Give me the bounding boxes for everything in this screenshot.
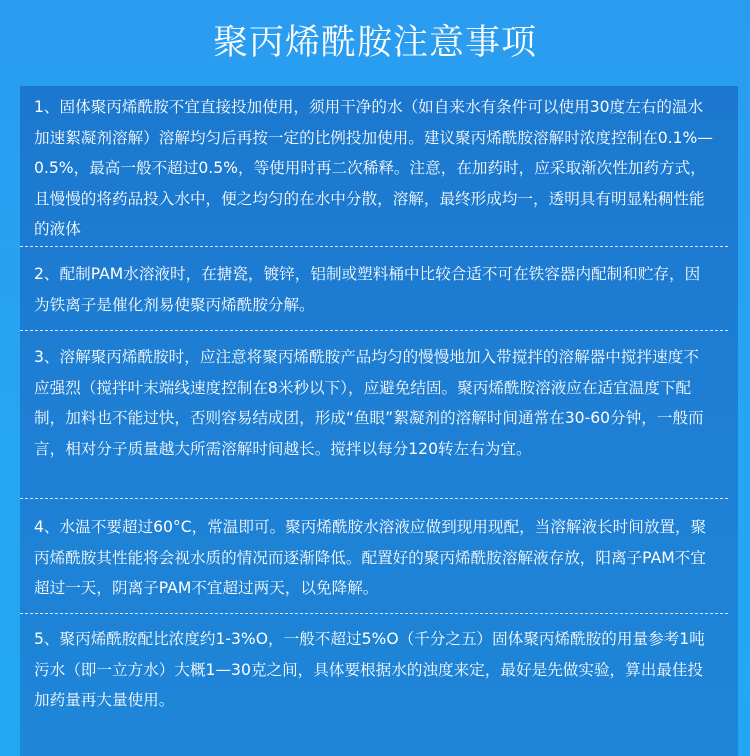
notice-item-3: 3、溶解聚丙烯酰胺时，应注意将聚丙烯酰胺产品均匀的慢慢地加入带搅拌的溶解器中搅拌速度不应强烈（搅拌叶末端线速度控制在8米秒以下），应避免结固。聚丙烯酰胺溶液应在适宜温度下配制，加料也不能过快，否则容易结成团，形成“鱼眼”絮凝剂的溶解时间通常在30-60分钟，一般而言，相对分子质量越大所需溶解时间越长。搅拌以每分120转左右为宜。	[34, 348, 704, 458]
divider	[20, 246, 728, 247]
notice-item-4: 4、水温不要超过60°C，常温即可。聚丙烯酰胺水溶液应做到现用现配，当溶解液长时间放置，聚丙烯酰胺其性能将会视水质的情况而逐渐降低。配置好的聚丙烯酰胺溶解液存放，阳离子PAM不宜超过一天，阴离子PAM不宜超过两天，以免降解。	[34, 518, 707, 598]
divider	[20, 498, 728, 499]
divider	[20, 613, 728, 614]
notice-item-1: 1、固体聚丙烯酰胺不宜直接投加使用，须用干净的水（如自来水有条件可以使用30度左右的温水加速絮凝剂溶解）溶解均匀后再按一定的比例投加使用。建议聚丙烯酰胺溶解时浓度控制在0.1%—0.5%，最高一般不超过0.5%，等使用时再二次稀释。注意，在加药时，应采取渐次性加药方式，且慢慢的将药品投入水中，便之均匀的在水中分散，溶解，最终形成均一，透明具有明显粘稠性能的液体	[34, 98, 713, 239]
notice-item-5: 5、聚丙烯酰胺配比浓度约1-3%O，一般不超过5%O（千分之五）固体聚丙烯酰胺的用量参考1吨污水（即一立方水）大概1—30克之间，具体要根据水的浊度来定，最好是先做实验，算出最佳投加药量再大量使用。	[34, 630, 705, 710]
notice-item-2: 2、配制PAM水溶液时，在搪瓷，镀锌，铝制或塑料桶中比较合适不可在铁容器内配制和贮存，因为铁离子是催化剂易使聚丙烯酰胺分解。	[34, 265, 701, 314]
divider	[20, 330, 728, 331]
page-title: 聚丙烯酰胺注意事项	[212, 23, 537, 63]
